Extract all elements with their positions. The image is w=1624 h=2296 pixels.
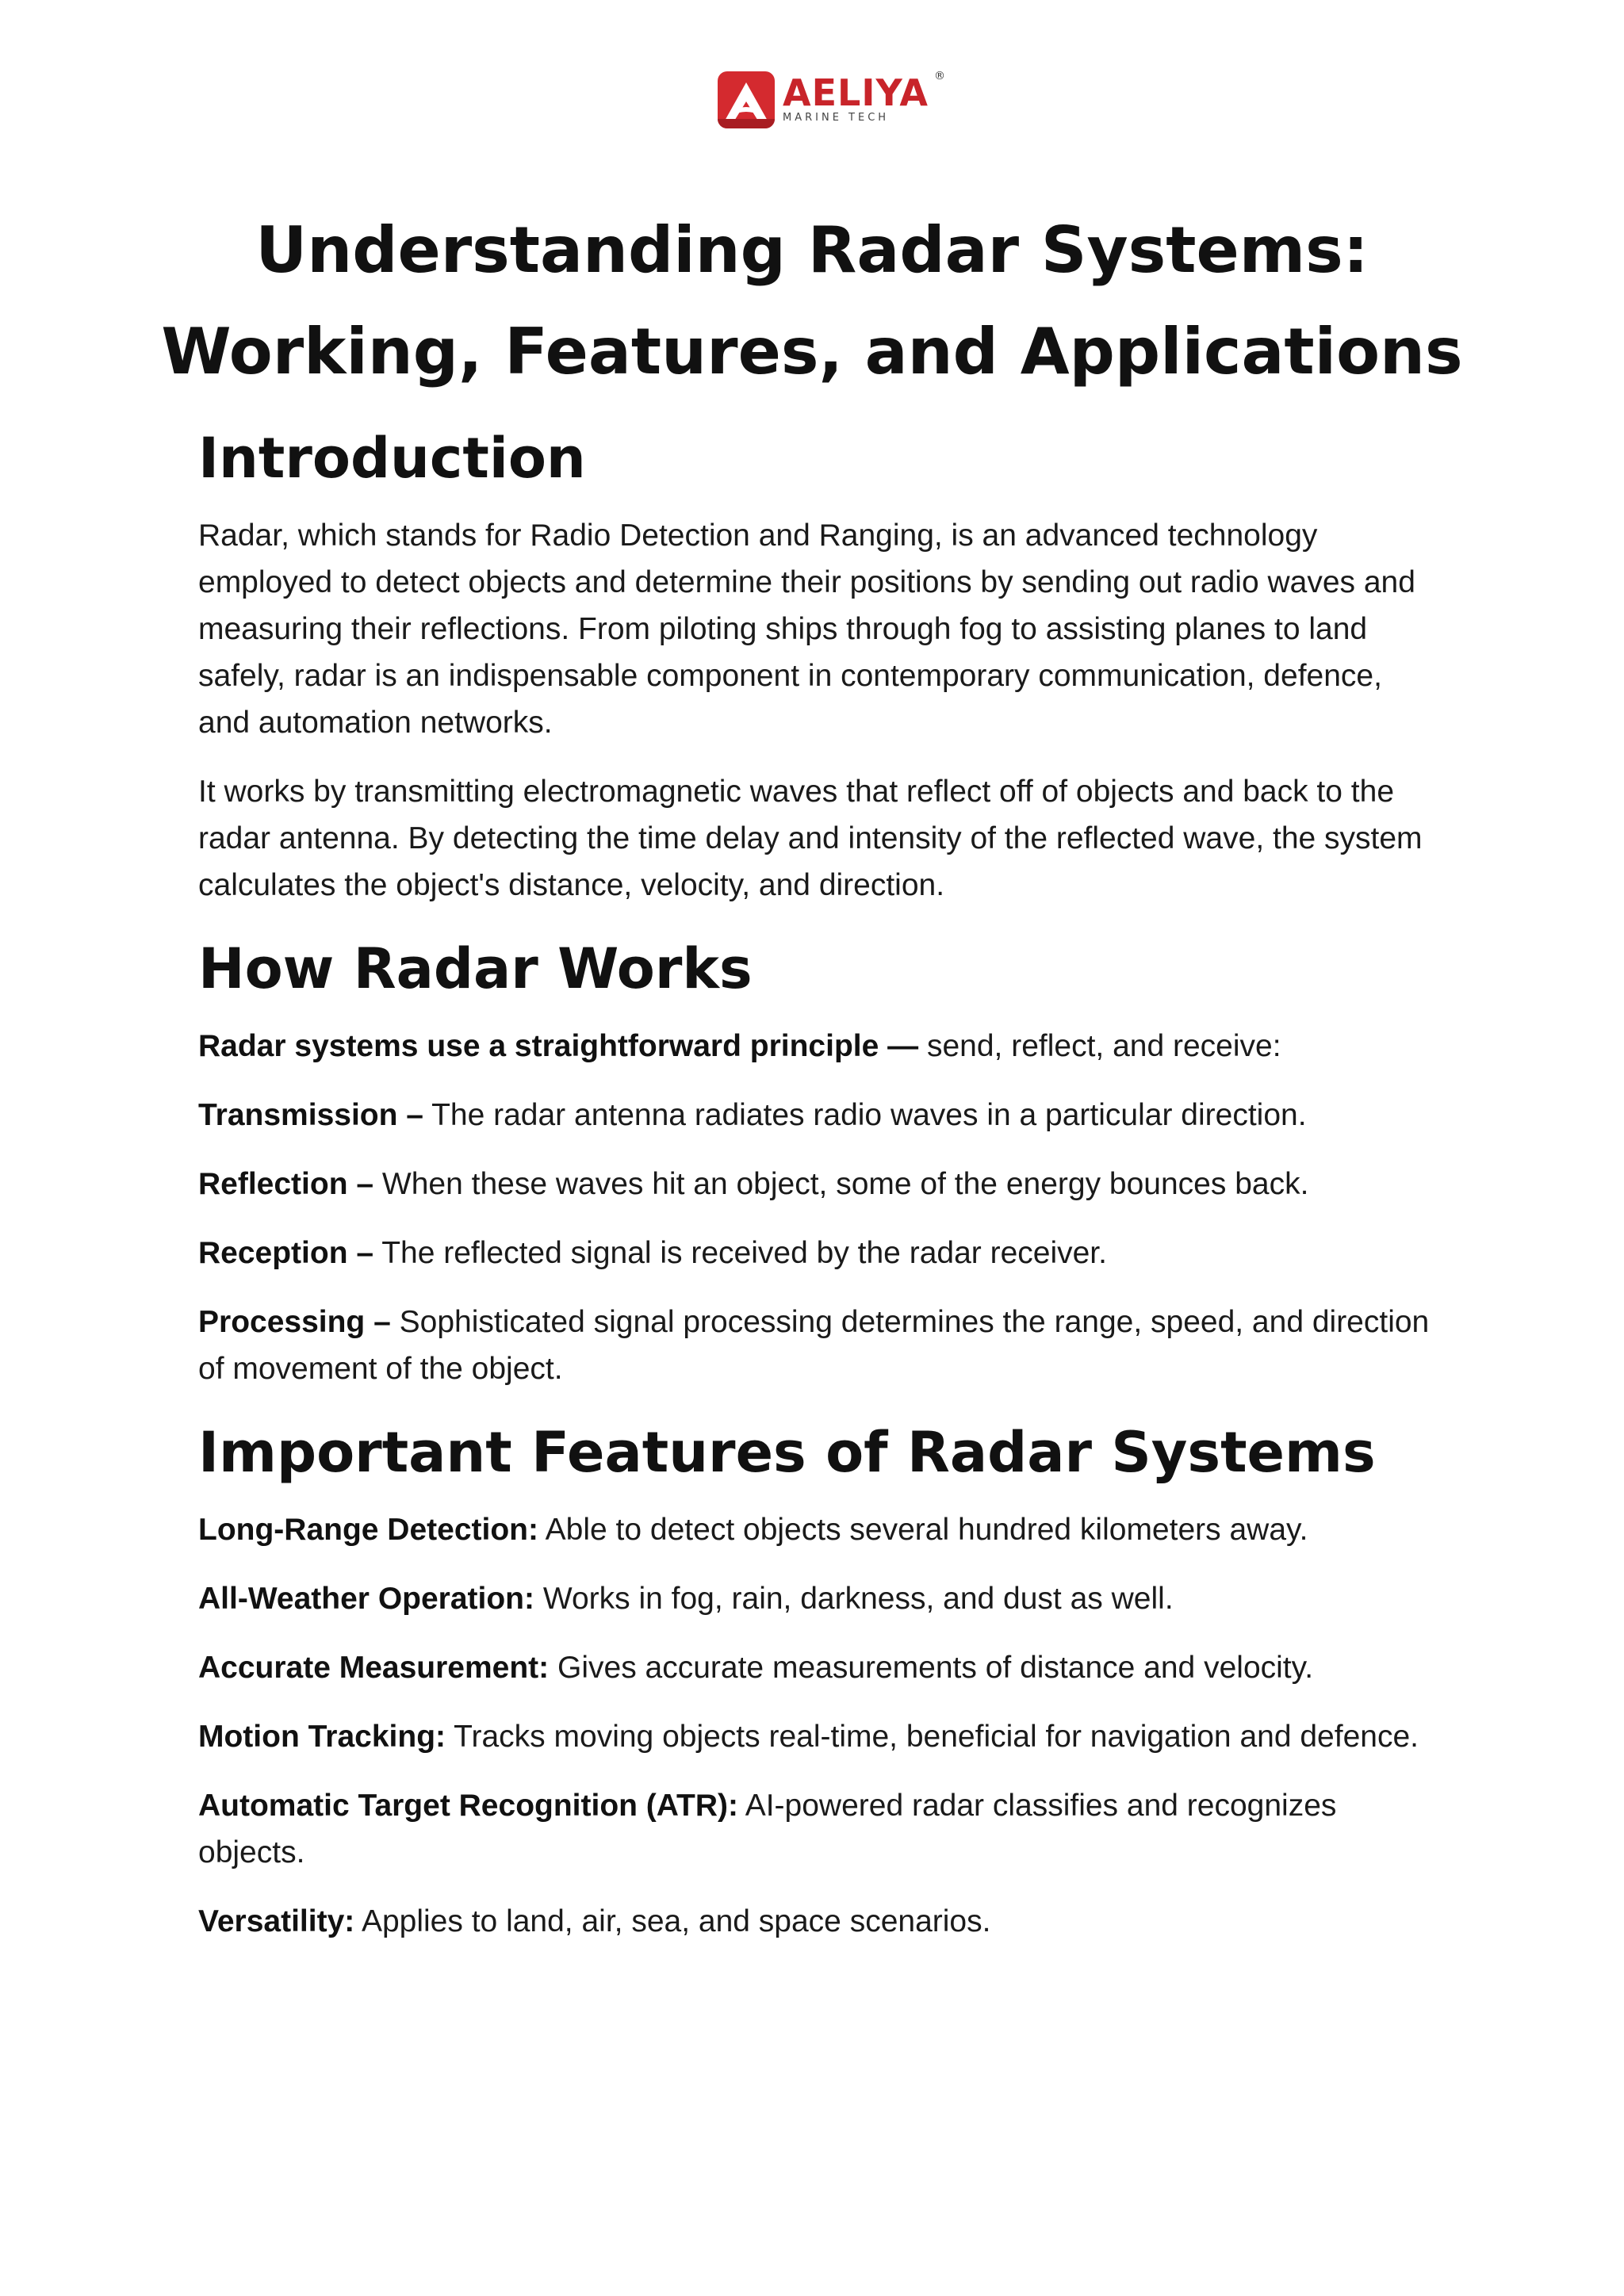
introduction-section [198, 420, 1435, 909]
logo-wordmark [783, 70, 946, 124]
logo-name [783, 70, 946, 114]
how-radar-works-heading: How Radar Works [198, 936, 753, 1001]
feature-item [198, 1644, 1435, 1691]
step-label: Processing – [198, 1305, 391, 1339]
step-label: Reflection – [198, 1167, 374, 1201]
step-item [198, 1230, 1435, 1276]
feature-text: AI-powered radar classifies and recognizes objects. [198, 1789, 1337, 1869]
logo-subtitle: MARINE TECH [783, 112, 890, 124]
step-label: Reception – [198, 1236, 374, 1270]
step-text: When these waves hit an object, some of the energy bounces back. [373, 1167, 1309, 1201]
feature-item [198, 1898, 1435, 1945]
logo-name-text: AELIYA [783, 71, 929, 114]
feature-item [198, 1575, 1435, 1622]
feature-label: All-Weather Operation: [198, 1582, 534, 1616]
step-item [198, 1161, 1435, 1207]
step-text: The radar antenna radiates radio waves in a particular direction. [423, 1098, 1307, 1132]
feature-text: Works in fog, rain, darkness, and dust as well. [534, 1582, 1174, 1616]
feature-text: Tracks moving objects real-time, beneficial for navigation and defence. [446, 1720, 1419, 1754]
principle-text: send, reflect, and receive: [918, 1029, 1281, 1063]
intro-paragraph-2: It works by transmitting electromagnetic waves that reflect off of objects and back to the radar antenna. By detecting the time delay and intensity of the reflected wave, the system calculates the object's distance, velocity, and direction. [198, 775, 1423, 902]
step-item [198, 1299, 1435, 1392]
document-body [198, 420, 1435, 1967]
registered-mark: ® [933, 70, 946, 82]
feature-item [198, 1506, 1435, 1553]
feature-label: Versatility: [198, 1904, 355, 1938]
feature-label: Accurate Measurement: [198, 1651, 550, 1685]
intro-paragraph-1: Radar, which stands for Radio Detection and Ranging, is an advanced technology employed to detect objects and determine their positions by sending out radio waves and measuring their reflections. From piloting ships through fog to assisting planes to land safely, radar is an indispensable component in contemporary communication, defence, and automation networks. [198, 519, 1415, 740]
principle-label: Radar systems use a straightforward principle — [198, 1029, 919, 1063]
logo-icon [718, 71, 775, 128]
title-line-2: Working, Features, and Applications [161, 315, 1463, 388]
features-heading: Important Features of Radar Systems [198, 1420, 1376, 1485]
features-section [198, 1414, 1435, 1945]
feature-item [198, 1782, 1435, 1876]
feature-text: Gives accurate measurements of distance and velocity. [549, 1651, 1314, 1685]
step-text: Sophisticated signal processing determines the range, speed, and direction of movement of the object. [198, 1305, 1430, 1386]
feature-label: Long-Range Detection: [198, 1513, 538, 1547]
company-logo [718, 70, 946, 130]
feature-item [198, 1713, 1435, 1760]
feature-text: Able to detect objects several hundred kilometers away. [538, 1513, 1308, 1547]
principle-paragraph [198, 1023, 1435, 1070]
feature-text: Applies to land, air, sea, and space scenarios. [354, 1904, 991, 1938]
introduction-heading: Introduction [198, 426, 586, 491]
title-line-1: Understanding Radar Systems: [255, 213, 1369, 287]
step-text: The reflected signal is received by the radar receiver. [373, 1236, 1107, 1270]
feature-label: Motion Tracking: [198, 1720, 446, 1754]
how-radar-works-section [198, 931, 1435, 1392]
step-item [198, 1092, 1435, 1138]
step-label: Transmission – [198, 1098, 423, 1132]
feature-label: Automatic Target Recognition (ATR): [198, 1789, 739, 1823]
document-title [159, 200, 1465, 403]
